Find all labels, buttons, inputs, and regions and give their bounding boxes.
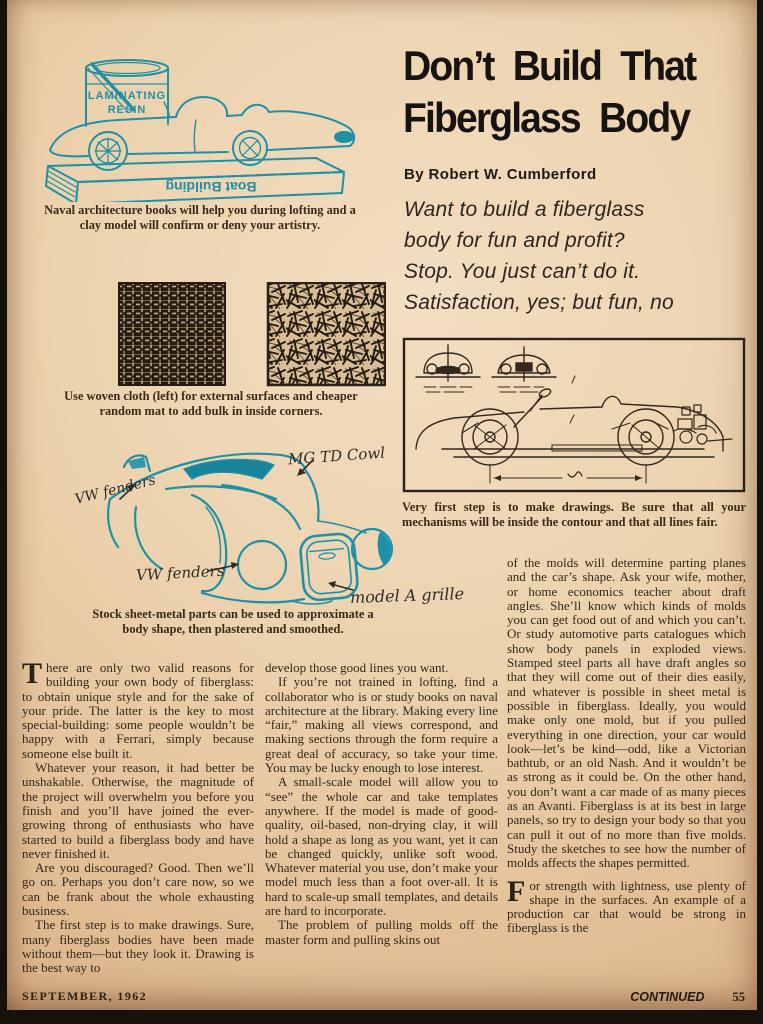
chassis-drawing-figure [402,337,746,494]
page-number: 55 [732,990,745,1004]
paragraph: A small-scale model will allow you to “see” the whole car and take templates anywhere. If the model is made of good-quality, oil-based, non-drying clay, it will hold a shape as long as you want, yet it can be changed quickly, unlike soft wood. Whatever material you use, don’t make your model much less than a foot over-all. It is hard to scale-up small templates, and details are hard to incorporate. [265,774,498,919]
article-lead [404,194,749,318]
annotation-vw-fenders-top: VW fenders [73,472,158,508]
paragraph: The first step is to make drawings. Sure, many fiberglass bodies have been made without them—but they look it. Drawing is the best way to [22,917,254,976]
body-column-2 [265,661,498,947]
cross-section-sketch [492,347,556,392]
continued-label: CONTINUED [630,990,705,1004]
paragraph: Are you discouraged? Good. Then we’ll go on. Perhaps you don’t care now, so we can be frank about the whole exhausting business. [22,860,254,919]
paragraph: There are only two valid reasons for building your own body of fiberglass: to obtain unique style and for the sake of your pride. The latter is the key to most special-building: some people wouldn’t be happy with a Ferrari, simply because someone else built it. [22,657,254,761]
paragraph: For strength with lightness, use plenty of shape in the surfaces. An example of a production car that would be strong in fiberglass is the [507,874,746,936]
dropcap-t: T [22,657,43,690]
lead-line: Want to build a fiberglass [404,198,645,221]
body-column-1 [22,657,254,976]
paragraph: If you’re not trained in lofting, find a collaborator who is or study books on naval architecture at the library. Making every line “fair,” making all views correspond, and making sections through the form require a great deal of accuracy, so take your time. You may be lucky enough to lose interest. [265,674,498,776]
resin-can-label-line2: RESIN [107,104,147,116]
lead-line: Stop. You just can’t do it. [404,260,641,283]
footer-right [630,988,745,1006]
annotation-model-a-grille: model A grille [349,584,465,607]
naval-books-illustration [28,30,368,202]
woven-cloth-swatch [119,283,225,385]
paragraph: Whatever your reason, it had better be unshakable. Otherwise, the magnitude of the project will overwhelm you before you finish and you’ll have joined the ever-growing throng of enthusiasts who have started to build a fiberglass body and have never finished it. [22,760,254,861]
paragraph: of the molds will determine parting planes and the car’s shape. Ask your wife, mother, or home economics teacher about draft angles. She’ll know which kinds of molds you can get food out of and which you can’t. Or study automotive parts catalogues which show body panels in exploded views. Stamped steel parts all have draft angles so that they will come out of their dies easily, and whatever is possible in sheet metal is possible in fiberglass. Ideally, you would make only one mold, but if you pulled everything in one direction, your car would look—let’s be kind—odd, like a Victorian bathtub, or an old Nash. And it wouldn’t be as strong as it could be. On the other hand, you don’t want a car made of as many pieces as an Avanti. Fiberglass is at its best in large panels, so try to design your body so that you can pull it out of no more than five molds. Study the sketches to see how the number of molds affects the shapes permitted. [507,555,746,871]
byline: By Robert W. Cumberford [404,166,597,183]
annotation-vw-fenders-bottom: VW fenders [135,561,225,585]
body-column-3 [507,556,746,936]
paragraph: The problem of pulling molds off the master form and pulling skins out [265,917,498,947]
article-title-line2: Fiberglass Body [403,94,690,141]
lead-line: body for fun and profit? [404,229,625,252]
lead-line: Satisfaction, yes; but fun, no [404,291,674,314]
sketch-figure-caption: Stock sheet-metal parts can be used to approximate a body shape, then plastered and smoothed. [92,607,374,636]
dropcap-f: F [507,874,526,908]
random-mat-swatch [268,283,385,385]
cloth-figure-caption: Use woven cloth (left) for external surfaces and cheaper random mat to add bulk in inside corners. [64,389,358,418]
article-title-line1: Don’t Build That [403,42,696,89]
resin-can-label-line1: LAMINATING [87,90,167,102]
annotation-mg-td-cowl: MG TD Cowl [287,443,386,469]
cloth-swatches-figure [118,282,386,387]
footer-issue-date: SEPTEMBER, 1962 [22,989,148,1003]
boat-building-book-label: Boat Building [165,179,257,195]
chassis-figure-caption: Very first step is to make drawings. Be sure that all your mechanisms will be inside the contour and that all lines fair. [402,500,746,529]
cross-section-sketch [416,345,480,392]
naval-figure-caption: Naval architecture books will help you during lofting and a clay model will confirm or deny your artistry. [44,203,356,232]
paragraph: develop those good lines you want. [265,660,449,675]
